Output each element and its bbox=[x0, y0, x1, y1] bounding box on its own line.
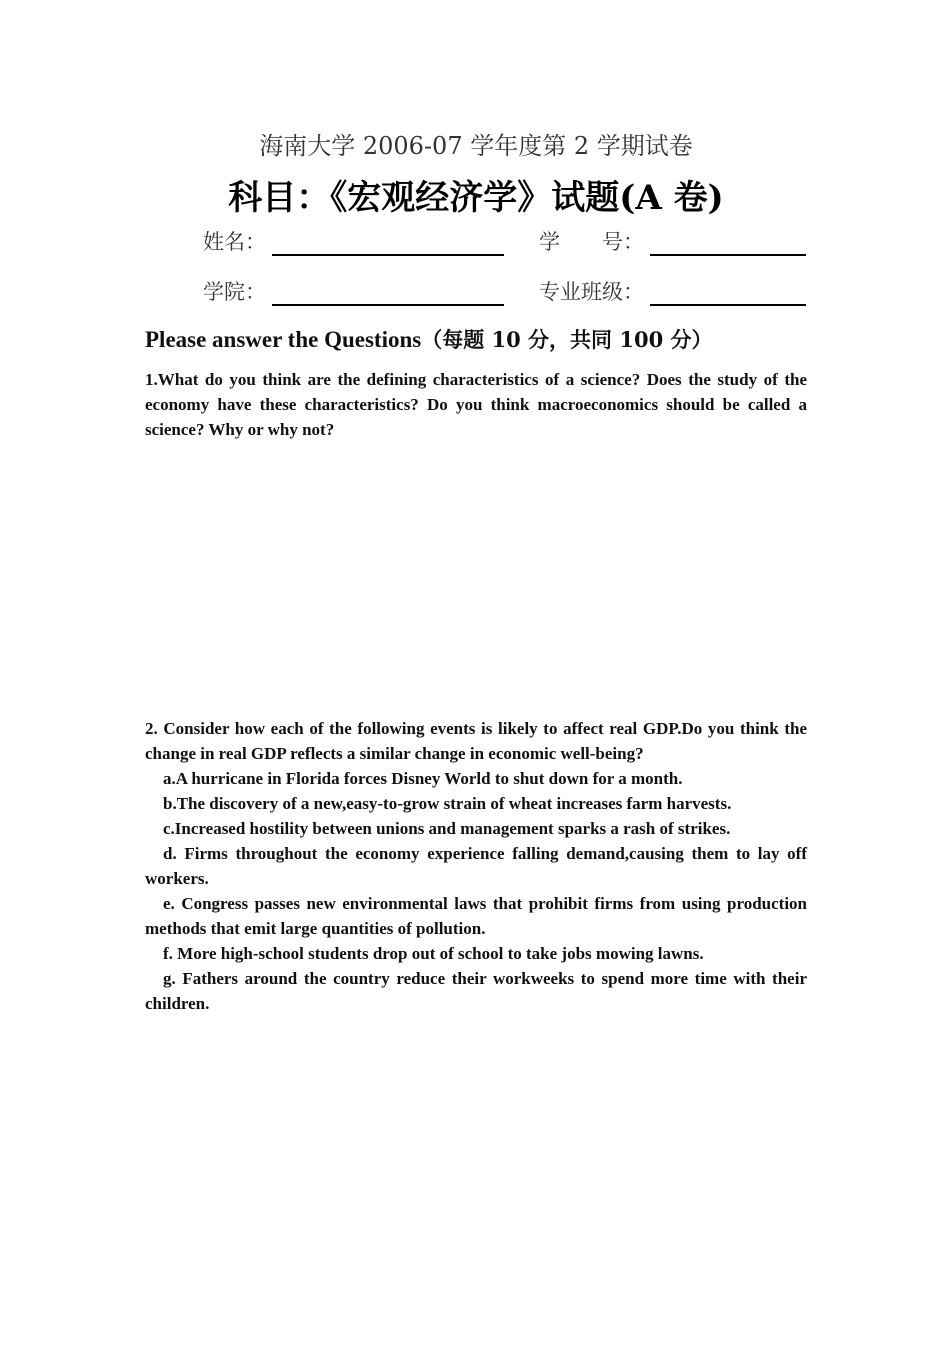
question-1: 1.What do you think are the defining characteristics of a science? Does the study of the economy have these characteristics? Do you think macroeconomics should be called a science? Why or why not? bbox=[145, 370, 807, 439]
college-field[interactable] bbox=[203, 274, 504, 306]
subject-title: 科目：《宏观经济学》试题(A 卷) bbox=[228, 178, 724, 218]
college-label: 学院： bbox=[203, 280, 266, 304]
student-id-blank-line[interactable] bbox=[650, 228, 806, 256]
school-title: 海南大学 2006-07 学年度第 2 学期试卷 bbox=[259, 132, 693, 160]
name-blank-line[interactable] bbox=[272, 228, 504, 256]
name-label: 姓名： bbox=[203, 230, 266, 254]
student-id-field[interactable] bbox=[539, 224, 806, 256]
question-2 bbox=[145, 716, 807, 1016]
section-heading-en: Please answer the Questions bbox=[145, 327, 422, 352]
info-row-2 bbox=[203, 274, 823, 306]
question-2-option-f: f. More high-school students drop out of school to take jobs mowing lawns. bbox=[163, 944, 704, 963]
name-field[interactable] bbox=[203, 224, 504, 256]
question-2-option-d: d. Firms throughout the economy experience falling demand,causing them to lay off workers. bbox=[145, 844, 807, 888]
section-heading bbox=[145, 324, 713, 354]
student-id-label: 学 号： bbox=[539, 230, 644, 254]
info-row-1 bbox=[203, 224, 823, 256]
major-class-blank-line[interactable] bbox=[650, 278, 806, 306]
question-2-option-g: g. Fathers around the country reduce their workweeks to spend more time with their children. bbox=[145, 969, 807, 1013]
question-2-option-c: c.Increased hostility between unions and management sparks a rash of strikes. bbox=[163, 819, 731, 838]
major-class-label: 专业班级： bbox=[539, 280, 644, 304]
question-2-option-a: a.A hurricane in Florida forces Disney World to shut down for a month. bbox=[163, 769, 683, 788]
question-2-option-b: b.The discovery of a new,easy-to-grow strain of wheat increases farm harvests. bbox=[163, 794, 732, 813]
major-class-field[interactable] bbox=[539, 274, 806, 306]
question-2-stem: 2. Consider how each of the following events is likely to affect real GDP.Do you think the change in real GDP reflects a similar change in economic well-being? bbox=[145, 719, 807, 763]
college-blank-line[interactable] bbox=[272, 278, 504, 306]
section-heading-cn: （每题 10 分，共同 100 分） bbox=[421, 327, 713, 352]
question-2-option-e: e. Congress passes new environmental laws that prohibit firms from using production methods that emit large quantities of pollution. bbox=[145, 894, 807, 938]
